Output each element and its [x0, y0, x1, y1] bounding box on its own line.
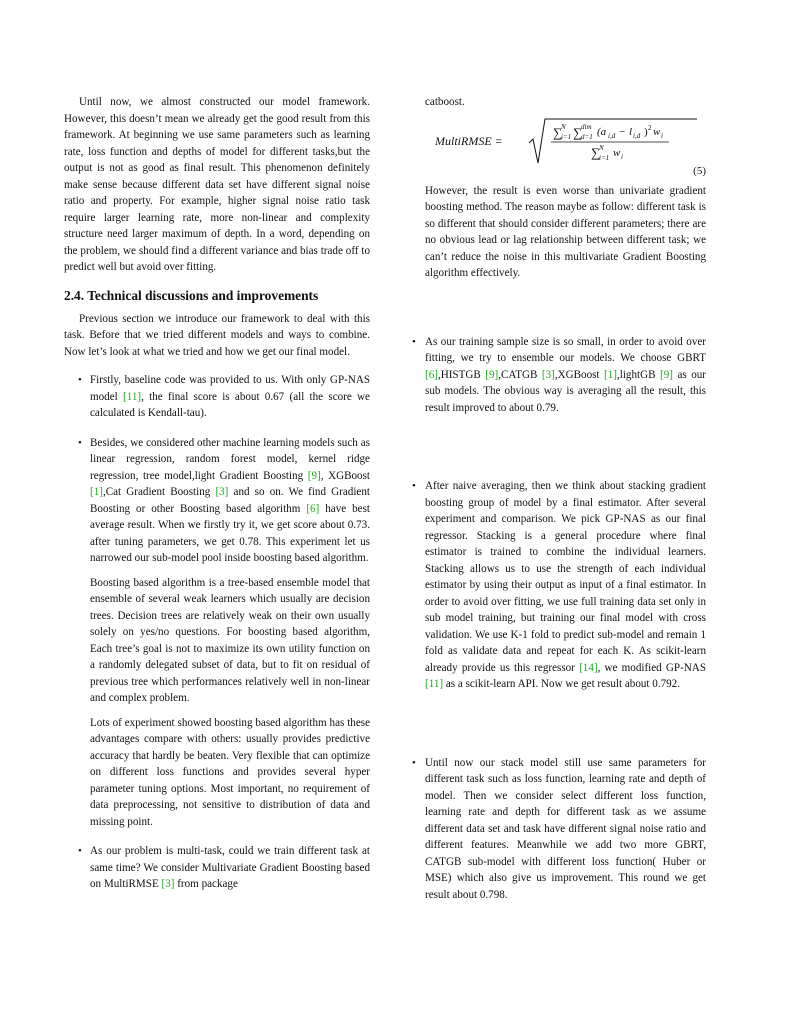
citation-link[interactable]: [3] — [541, 368, 555, 381]
section-title: 2.4. Technical discussions and improvements — [64, 287, 319, 303]
svg-text:N: N — [599, 143, 604, 152]
bullet-item-baseline — [64, 372, 370, 422]
svg-text:i: i — [661, 131, 663, 140]
svg-text:∑: ∑ — [553, 124, 563, 140]
equation-number: (5) — [693, 164, 706, 177]
bullet-paragraph: Until now our stack model still use same parameters for different task such as loss function, learning rate and depth of model. Then we consider select different loss function, learning rate and depth for different task as we assume different data set and task have different signal noise ratio and different features. Meanwhile we add two more GBRT, CATGB sub-model with different loss function( Huber or MSE) which also give us improvement. This round we get result about 0.798. — [425, 756, 706, 901]
svg-text:l: l — [629, 125, 633, 138]
citation-link[interactable]: [14] — [579, 661, 598, 674]
bullet-icon: • — [78, 374, 82, 386]
citation-link[interactable]: [9] — [307, 469, 321, 482]
bullet-paragraph: As our problem is multi-task, could we train different task at same time? We consider Multivariate Gradient Boosting based on MultiRMSE [3] from package — [90, 845, 370, 890]
svg-text:): ) — [644, 125, 648, 138]
bullet-item-ensemble — [412, 334, 706, 417]
bullet-paragraph: After naive averaging, then we think about stacking gradient boosting group of model by a final estimator. After several experiment and comparison. We pick GP-NAS as our final regressor. Stacking is a general procedure where final estimator is trained to combine the individual learners. Stacking allows us to use the strength of each individual estimator by using their output as input of a final estimator. In order to avoid over fitting, we use full training data set only in sub model training, but training our final model with cross validation. We use K-1 fold to predict sub-model and remain 1 fold as validate data and repeat for each K. As scikit-learn already provide us this regressor [14], we modified GP-NAS [11] as a scikit-learn API. Now we get result about 0.792. — [425, 480, 706, 690]
svg-text:dim: dim — [581, 122, 592, 131]
svg-text:∑: ∑ — [591, 144, 601, 160]
equation-lhs: MultiRMSE = — [435, 133, 503, 148]
svg-text:w: w — [613, 146, 621, 159]
intro-paragraph: Until now, we almost constructed our model framework. However, this doesn’t mean we already get the good result from this framework. At beginning we use same parameters such as learning rate, loss function and depths of model for different tasks,but the output is not as good as final result. This phenomenon definitely make sense because different data set have different signal noise ratio and property. For example, higher signal noise ratio task require larger learning rate, more non-linear and complexity structure need larger maximum of depth. In a word, depending on the problem, we should find a different variance and bias trade off to predict well but avoid over fitting. — [64, 96, 370, 273]
citation-link[interactable]: [3] — [161, 878, 175, 890]
svg-text:i: i — [621, 152, 623, 161]
citation-link[interactable]: [9] — [485, 368, 499, 381]
equation-multirmse — [425, 115, 706, 183]
svg-text:N: N — [561, 122, 566, 131]
svg-text:i,d: i,d — [608, 131, 616, 140]
equation-rhs-formula — [527, 115, 699, 167]
citation-link[interactable]: [3] — [215, 486, 229, 498]
right-column — [412, 94, 706, 903]
bullet-icon: • — [78, 436, 82, 449]
bullet-icon: • — [412, 756, 416, 769]
bullet-icon: • — [78, 845, 82, 857]
citation-link[interactable]: [11] — [123, 390, 142, 403]
citation-link[interactable]: [6] — [306, 502, 320, 515]
svg-text:(a: (a — [597, 125, 607, 138]
citation-link[interactable]: [9] — [660, 368, 673, 381]
bullet-item-stacking — [412, 478, 706, 693]
svg-text:−: − — [619, 125, 626, 138]
bullet-item-tuning — [412, 755, 706, 904]
svg-text:i,d: i,d — [633, 131, 641, 140]
svg-text:w: w — [653, 125, 661, 138]
citation-link[interactable]: [11] — [425, 678, 444, 690]
bullet-icon: • — [412, 335, 416, 348]
citation-link[interactable]: [6] — [425, 368, 438, 381]
continuation-text: catboost. — [425, 96, 465, 108]
svg-text:∑: ∑ — [573, 124, 583, 140]
bullet-item-multitask — [64, 843, 370, 893]
svg-text:d=1: d=1 — [581, 132, 593, 141]
citation-link[interactable]: [1] — [90, 486, 103, 498]
boosting-advantages-paragraph: Lots of experiment showed boosting based algorithm has these advantages compare with others: usually provides predictive accuracy that hardly be beaten. Very flexible that can optimize on different loss functions and provides several hyper parameter tuning options. Most important, no requirement of data preprocessing, not sensitive to distribution of data and missing point. — [90, 716, 370, 828]
bullet-paragraph: Firstly, baseline code was provided to us. With only GP-NAS model [11], the final score is about 0.67 (all the score we calculated is Kendall-tau). — [90, 374, 370, 419]
svg-text:i=1: i=1 — [561, 132, 572, 141]
section-intro-paragraph: Previous section we introduce our framework to deal with this task. Before that we tried different models and ways to combine. Now let’s look at what we tried and how we get our final model. — [64, 312, 370, 358]
svg-text:i=1: i=1 — [599, 153, 610, 162]
bullet-paragraph: As our training sample size is so small, in order to avoid over fitting, we try to ensemble our models. We choose GBRT [6],HISTGB [9],CATGB [3],XGBoost [1],lightGB [9] as our sub models. The obvious way is averaging all the result, this result improved to about 0.79. — [425, 335, 706, 414]
svg-text:2: 2 — [648, 123, 652, 132]
bullet-item-other-models — [64, 435, 370, 831]
left-column — [64, 94, 370, 893]
bullet-paragraph: Besides, we considered other machine learning models such as linear regression, random forest model, kernel ridge regression, tree model,light Gradient Boosting [9], XGBoost [1],Cat Gradient Boosting [3] and so on. We find Gradient Boosting or other Boosting based algorithm [6] have best average result. When we firstly try it, we get score about 0.73. after tuning parameters, we get 0.78. This experiment let us narrowed our sub-model pool inside boosting based algorithm. — [90, 436, 370, 564]
after-equation-paragraph: However, the result is even worse than univariate gradient boosting method. The reason maybe as follow: different task is so different that should consider different parameters; there are no obvious lead or lag relationship between different task; we can’t reduce the noise in this multivariate Gradient Boosting algorithm effectively. — [425, 184, 706, 279]
right-bullet-list — [412, 334, 706, 904]
left-bullet-list — [64, 372, 370, 893]
boosting-description-paragraph: Boosting based algorithm is a tree-based ensemble model that ensemble of several weak learners which usually are decision trees. Decision trees are relatively weak on their own usually solely on yes/no questions. For boosting based algorithm, Each tree’s goal is not to maximize its own utility function on a randomly delegated subset of data, but to fit on residual of previous tree which performances relatively well in non-linear and complex problem. — [90, 576, 370, 704]
bullet-icon: • — [412, 480, 416, 492]
citation-link[interactable]: [1] — [604, 368, 617, 381]
